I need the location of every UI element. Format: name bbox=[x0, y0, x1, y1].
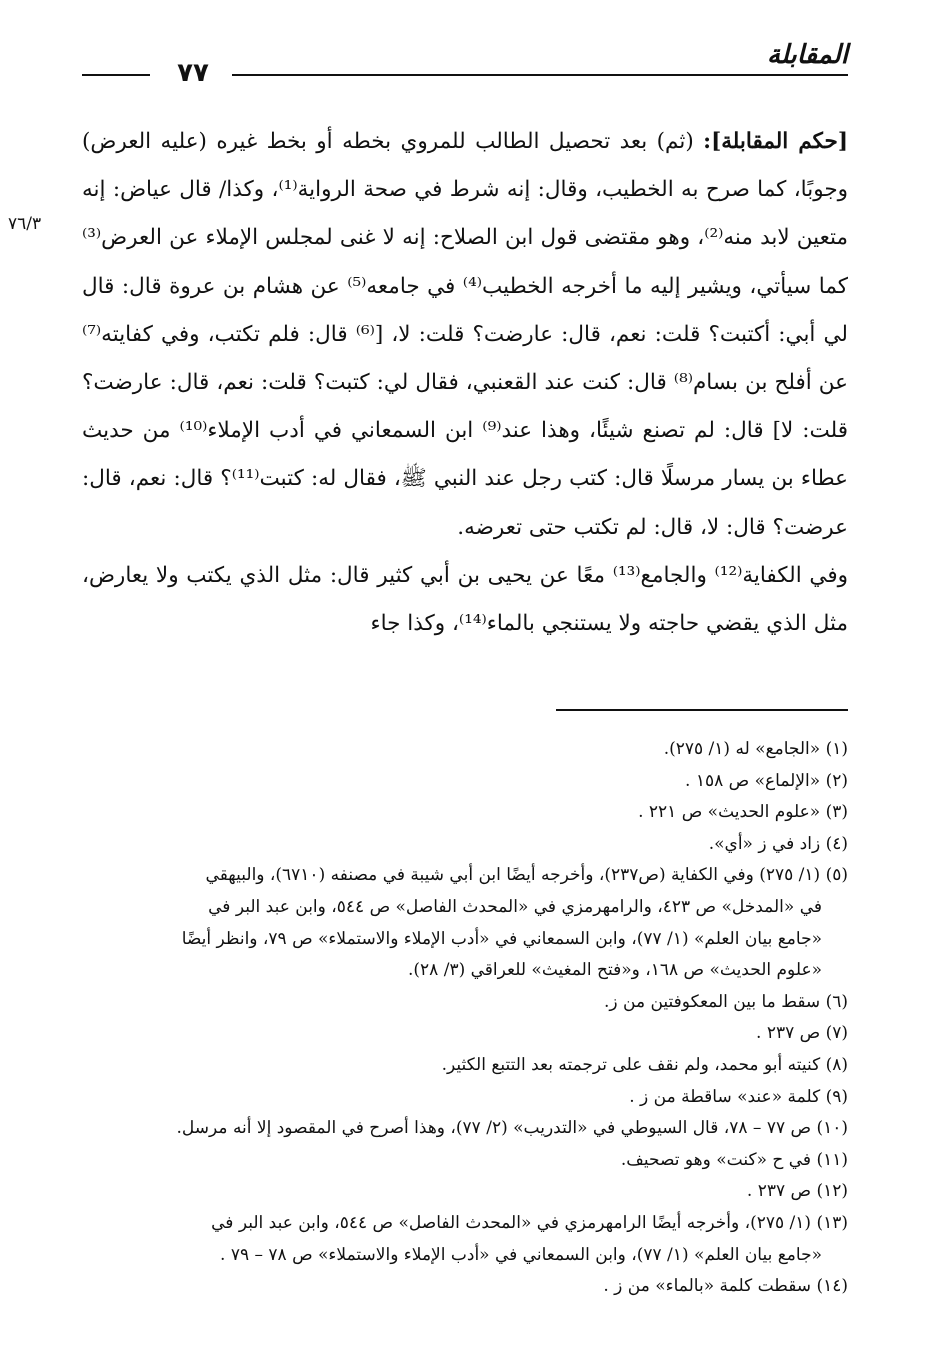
running-head-title: المقابلة bbox=[766, 40, 848, 70]
paragraph-1 bbox=[82, 118, 848, 552]
margin-reference: ٧٦/٣ bbox=[8, 214, 42, 234]
footnote-separator bbox=[556, 709, 848, 711]
footnote-5: (٥) (١/ ٢٧٥) وفي الكفاية (ص٢٣٧)، وأخرجه أيضًا ابن أبي شيبة في مصنفه (٦٧١٠)، والبيهقي bbox=[205, 865, 848, 886]
footnote-8: (٨) كنيته أبو محمد، ولم نقف على ترجمته بعد التتبع الكثير. bbox=[441, 1054, 848, 1075]
footnote-1: (١) «الجامع» له (١/ ٢٧٥). bbox=[663, 739, 848, 759]
footnote-5-cont-1: في «المدخل» ص ٤٢٣، والرامهرمزي في «المحدث الفاصل» ص ٥٤٤، وابن عبد البر في bbox=[208, 896, 822, 917]
footnotes bbox=[82, 734, 848, 1303]
main-text bbox=[82, 118, 848, 648]
page-number: ٧٧ bbox=[177, 58, 209, 88]
footnote-10: (١٠) ص ٧٧ – ٧٨، قال السيوطي في «التدريب» (٢/ ٧٧)، وهذا أصرح في المقصود إلا أنه مرسل. bbox=[176, 1118, 848, 1139]
footnote-11: (١١) في ح «كنت» وهو تصحيف. bbox=[620, 1149, 848, 1170]
paragraph-2: وفي الكفاية⁽¹²⁾ والجامع⁽¹³⁾ معًا عن يحيى بن أبي كثير قال: مثل الذي يكتب ولا يعارض، مثل الذي يقضي حاجته ولا يستنجي بالماء⁽¹⁴⁾، وكذا جاء bbox=[82, 562, 848, 637]
footnote-5-cont-3: «علوم الحديث» ص ١٦٨، و«فتح المغيث» للعراقي (٣/ ٢٨). bbox=[407, 960, 822, 981]
footnote-4: (٤) زاد في ز «أي». bbox=[708, 833, 848, 854]
footnote-6: (٦) سقط ما بين المعكوفتين من ز. bbox=[604, 991, 848, 1012]
footnote-14: (١٤) سقطت كلمة «بالماء» من ز . bbox=[603, 1276, 848, 1297]
header-rule bbox=[232, 74, 848, 76]
footnote-9: (٩) كلمة «عند» ساقطة من ز . bbox=[629, 1086, 848, 1107]
footnote-5-cont-2: «جامع بيان العلم» (١/ ٧٧)، وابن السمعاني في «أدب الإملاء والاستملاء» ص ٧٩، وانظر أيضًا bbox=[181, 928, 822, 949]
footnote-2: (٢) «الإلماع» ص ١٥٨ . bbox=[685, 770, 848, 791]
paragraph-1-text: (ثم) بعد تحصيل الطالب للمروي بخطه أو بخط غيره (عليه العرض) وجوبًا، كما صرح به الخطيب، وقال: إنه شرط في صحة الرواية⁽¹⁾، وكذا/ قال عياض: إنه متعين لابد منه⁽²⁾، وهو مقتضى قول ابن الصلاح: إنه لا غنى لمجلس الإملاء عن العرض⁽³⁾ كما سيأتي، ويشير إليه ما أخرجه الخطيب⁽⁴⁾ في جامعه⁽⁵⁾ عن هشام بن عروة قال: قال لي أبي: أكتبت؟ قلت: نعم، قال: عارضت؟ قلت: لا، [⁽⁶⁾ قال: فلم تكتب، وفي كفايته⁽⁷⁾ عن أفلح بن بسام⁽⁸⁾ قال: كنت عند القعنبي، فقال لي: كتبت؟ قلت: نعم، قال: عارضت؟ قلت: لا] قال: لم تصنع شيئًا، وهذا عند⁽⁹⁾ ابن السمعاني في أدب الإملاء⁽¹⁰⁾ من حديث عطاء بن يسار مرسلًا قال: كتب رجل عند النبي ﷺ، فقال له: كتبت⁽¹¹⁾؟ قال: نعم، قال: عرضت؟ قال: لا، قال: لم تكتب حتى تعرضه. bbox=[82, 129, 849, 540]
footnote-7: (٧) ص ٢٣٧ . bbox=[756, 1023, 848, 1044]
section-heading: [حكم المقابلة]: bbox=[703, 129, 848, 154]
footnote-13: (١٣) (١/ ٢٧٥)، وأخرجه أيضًا الرامهرمزي في «المحدث الفاصل» ص ٥٤٤، وابن عبد البر في bbox=[211, 1212, 848, 1233]
footnote-3: (٣) «علوم الحديث» ص ٢٢١ . bbox=[638, 802, 848, 823]
footnote-13-cont-1: «جامع بيان العلم» (١/ ٧٧)، وابن السمعاني في «أدب الإملاء والاستملاء» ص ٧٨ – ٧٩ . bbox=[220, 1244, 822, 1265]
header-rule-short bbox=[82, 74, 150, 76]
footnote-12: (١٢) ص ٢٣٧ . bbox=[746, 1181, 848, 1202]
